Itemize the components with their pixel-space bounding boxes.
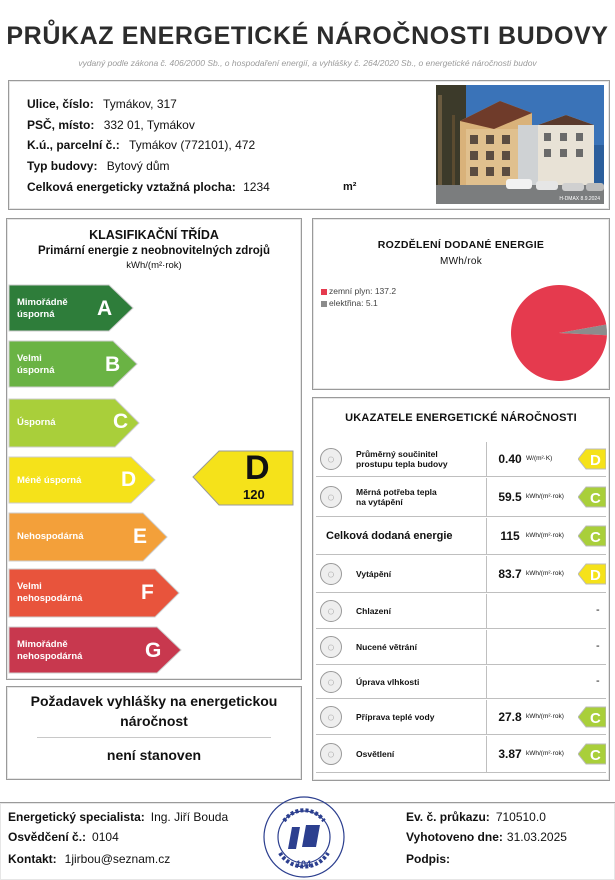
class-f-letter: F — [141, 581, 154, 604]
psc-value: 332 01, Tymákov — [103, 118, 195, 132]
indicator-grade-letter: C — [590, 529, 601, 546]
class-e-letter: E — [133, 525, 148, 548]
distribution-title: ROZDĚLENÍ DODANÉ ENERGIE — [377, 239, 545, 251]
classification-subtitle: Primární energie z neobnovitelných zdrojů — [38, 245, 270, 257]
result-class-value: 120 — [243, 487, 265, 502]
lighting-icon: ◌ — [320, 743, 342, 765]
page-title: PRŮKAZ ENERGETICKÉ NÁROČNOSTI BUDOVY — [6, 22, 609, 50]
street-label: Ulice, číslo: — [27, 97, 94, 111]
indicator-grade — [578, 448, 606, 470]
energy-pie-chart — [509, 283, 609, 383]
indicator-unit: kWh/(m²·rok) — [526, 750, 564, 757]
class-a-label: Mimořádně úsporná — [17, 297, 68, 320]
indicator-name: Osvětlení — [356, 749, 395, 759]
ku-value: Tymákov (772101), 472 — [129, 138, 256, 152]
street-value: Tymákov, 317 — [103, 97, 177, 111]
requirement-text-line1: Požadavek vyhlášky na energetickou — [30, 693, 278, 709]
class-b-letter: B — [105, 353, 121, 376]
indicator-name: Měrná potřeba tepla na vytápění — [356, 487, 437, 507]
indicator-row — [316, 700, 606, 735]
type-row — [27, 159, 170, 173]
type-label: Typ budovy: — [27, 159, 98, 173]
psc-label: PSČ, místo: — [27, 118, 95, 132]
indicator-name: Vytápění — [356, 569, 392, 579]
indicator-grade-letter: C — [590, 490, 601, 507]
area-row — [27, 180, 270, 194]
legend-electricity-swatch — [321, 301, 327, 307]
indicators-title: UKAZATELE ENERGETICKÉ NÁROČNOSTI — [345, 412, 577, 424]
house-icon: ◌ — [320, 448, 342, 470]
signature-row: Podpis: — [406, 852, 450, 866]
indicator-name: Průměrný součinitel prostupu tepla budovy — [356, 449, 448, 469]
requirement-panel — [6, 686, 302, 780]
indicator-name: Nucené větrání — [356, 642, 417, 652]
heat-need-icon: ◌ — [320, 486, 342, 508]
indicator-empty: - — [596, 675, 600, 687]
indicators-panel — [312, 397, 610, 781]
indicator-grade-letter: D — [590, 567, 601, 584]
ku-label: K.ú., parcelní č.: — [27, 138, 120, 152]
area-label: Celková energeticky vztažná plocha: — [27, 180, 236, 194]
class-d-letter: D — [121, 468, 137, 491]
indicator-name: Příprava teplé vody — [356, 712, 435, 722]
footer-panel — [0, 802, 615, 880]
stamp-number: 104 — [296, 859, 312, 869]
indicator-grade — [578, 743, 606, 765]
class-c-label: Úsporná — [17, 417, 56, 428]
building-photo — [436, 85, 604, 204]
indicator-unit: kWh/(m²·rok) — [526, 713, 564, 720]
ku-row — [27, 138, 255, 152]
indicator-grade — [578, 486, 606, 508]
indicator-unit: kWh/(m²·rok) — [526, 570, 564, 577]
indicator-row — [316, 736, 606, 773]
legend-gas: zemní plyn: 137.2 — [321, 286, 396, 296]
psc-row — [27, 118, 195, 132]
street-row — [27, 97, 177, 111]
indicator-grade-letter: D — [590, 452, 601, 469]
indicator-empty: - — [596, 604, 600, 616]
heating-icon: ◌ — [320, 563, 342, 585]
indicator-row — [316, 630, 606, 665]
indicator-unit: kWh/(m²·rok) — [526, 532, 564, 539]
indicator-grade-letter: C — [590, 710, 601, 727]
indicator-row — [316, 518, 606, 555]
indicator-value: 59.5 — [498, 490, 522, 504]
legal-subtitle: vydaný podle zákona č. 406/2000 Sb., o hospodaření energií, a vyhlášky č. 264/2020 Sb., o energetické náročnosti budov — [78, 58, 537, 68]
classification-panel — [6, 218, 302, 680]
legend-gas-swatch — [321, 289, 327, 295]
class-b-label: Velmi úsporná — [17, 353, 55, 376]
indicator-value: 115 — [500, 529, 520, 543]
area-value: 1234 — [243, 180, 270, 194]
indicator-unit: W/(m²·K) — [526, 455, 553, 462]
indicator-row — [316, 556, 606, 593]
indicator-grade — [578, 525, 606, 547]
indicator-row — [316, 594, 606, 629]
indicator-separator — [486, 666, 487, 698]
photo-caption: H-DMAX 8.9.2024 — [559, 196, 600, 202]
class-e-label: Nehospodárná — [17, 531, 84, 542]
class-a-letter: A — [97, 297, 113, 320]
ventilation-icon: ◌ — [320, 636, 342, 658]
indicator-separator — [486, 594, 487, 628]
class-d-label: Méně úsporná — [17, 475, 82, 486]
indicator-grade-letter: C — [590, 747, 601, 764]
evidence-row: Ev. č. průkazu: 710510.0 — [406, 810, 546, 824]
building-info-panel — [8, 80, 610, 210]
requirement-text-line2: náročnost — [120, 713, 188, 729]
contact-row: Kontakt: 1jirbou@seznam.cz — [8, 852, 171, 866]
indicator-empty: - — [596, 640, 600, 652]
classification-unit: kWh/(m²·rok) — [126, 260, 182, 271]
legend-electricity: elektřina: 5.1 — [321, 298, 378, 308]
energy-distribution-panel — [312, 218, 610, 390]
indicator-row — [316, 666, 606, 699]
indicator-separator — [486, 630, 487, 664]
auditor-stamp — [254, 791, 354, 879]
distribution-unit: MWh/rok — [439, 256, 483, 267]
indicator-name: Úprava vlhkosti — [356, 677, 420, 687]
class-c-letter: C — [113, 410, 129, 433]
indicator-grade — [578, 563, 606, 585]
indicator-grade — [578, 706, 606, 728]
specialist-row: Energetický specialista: Ing. Jiří Bouda — [8, 810, 229, 824]
indicator-name: Chlazení — [356, 606, 391, 616]
area-unit: m² — [343, 181, 357, 193]
indicator-value: 0.40 — [498, 452, 522, 466]
indicator-value: 83.7 — [498, 567, 522, 581]
indicator-row — [316, 442, 606, 477]
indicator-name: Celková dodaná energie — [326, 530, 453, 542]
indicator-value: 3.87 — [498, 747, 522, 761]
cooling-icon: ◌ — [320, 600, 342, 622]
requirement-status: není stanoven — [106, 747, 202, 763]
type-value: Bytový dům — [106, 159, 170, 173]
class-f-label: Velmi nehospodárná — [17, 581, 83, 604]
result-class-letter: D — [245, 449, 270, 487]
indicator-value: 27.8 — [498, 710, 522, 724]
indicator-row — [316, 478, 606, 517]
class-g-label: Mimořádně nehospodárná — [17, 639, 83, 662]
requirement-divider — [37, 737, 271, 738]
classification-title: KLASIFIKAČNÍ TŘÍDA — [89, 228, 219, 242]
certificate-row: Osvědčení č.: 0104 — [8, 830, 119, 844]
date-row: Vyhotoveno dne: 31.03.2025 — [406, 830, 567, 844]
class-g-letter: G — [145, 639, 162, 662]
humidity-icon: ◌ — [320, 671, 342, 693]
hot-water-icon: ◌ — [320, 706, 342, 728]
indicator-unit: kWh/(m²·rok) — [526, 493, 564, 500]
